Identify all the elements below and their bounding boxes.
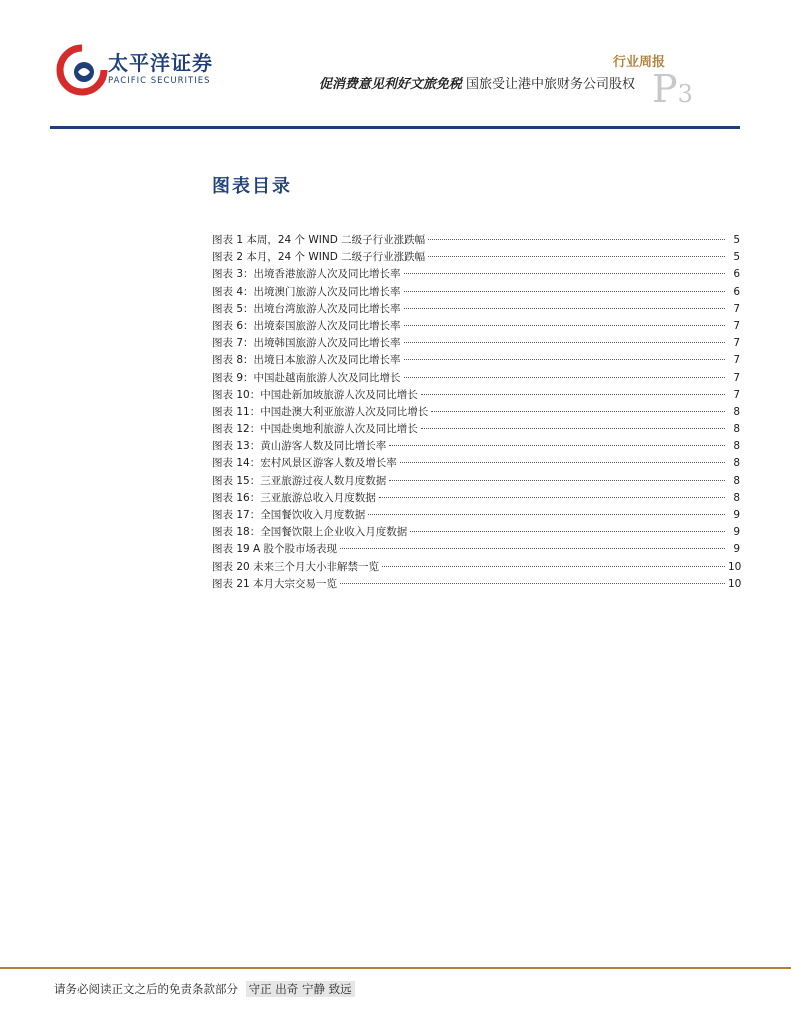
toc-entry[interactable]	[212, 284, 740, 301]
toc-dot-leader	[389, 445, 725, 446]
toc-dot-leader	[404, 377, 725, 378]
toc-entry-label[interactable]: 图表 2 本月，24 个 WIND 二级子行业涨跌幅	[212, 251, 426, 264]
headline-rest: 国旅受让港中旅财务公司股权	[465, 77, 635, 92]
toc-entry[interactable]	[212, 387, 740, 404]
toc-title: 图表目录	[212, 176, 292, 197]
toc-dot-leader	[421, 394, 725, 395]
toc-entry-label[interactable]: 图表 13：黄山游客人数及同比增长率	[212, 440, 387, 453]
page-digit: 3	[677, 80, 693, 108]
pacific-securities-logo-icon	[54, 42, 110, 98]
toc-dot-leader	[404, 273, 725, 274]
toc-entry[interactable]	[212, 576, 740, 593]
toc-entry[interactable]	[212, 473, 740, 490]
toc-entry[interactable]	[212, 541, 740, 558]
toc-entry[interactable]	[212, 266, 740, 283]
toc-entry-page[interactable]: 5	[733, 251, 740, 264]
toc-dot-leader	[340, 583, 725, 584]
footer-disclaimer: 请务必阅读正文之后的免责条款部分	[54, 982, 238, 996]
toc-entry-label[interactable]: 图表 14：宏村风景区游客人数及增长率	[212, 457, 397, 470]
toc-dot-leader	[389, 480, 725, 481]
toc-dot-leader	[404, 342, 725, 343]
toc-entry[interactable]	[212, 352, 740, 369]
toc-entry-page[interactable]: 8	[733, 440, 740, 453]
toc-entry-page[interactable]: 7	[733, 302, 740, 315]
toc-entry-label[interactable]: 图表 19 A 股个股市场表现	[212, 543, 338, 556]
headline-bold: 促消费意见利好文旅免税	[318, 77, 462, 92]
toc-entry-page[interactable]: 8	[733, 491, 740, 504]
toc-entry[interactable]	[212, 335, 740, 352]
toc-entry-page[interactable]: 9	[733, 526, 740, 539]
logo-english-name: PACIFIC SECURITIES	[108, 76, 211, 86]
toc-entry[interactable]	[212, 318, 740, 335]
toc-entry-page[interactable]: 8	[733, 423, 740, 436]
toc-entry-label[interactable]: 图表 16：三亚旅游总收入月度数据	[212, 491, 376, 504]
toc-dot-leader	[421, 428, 725, 429]
page-letter: P	[652, 67, 678, 111]
toc-dot-leader	[428, 239, 725, 240]
toc-entry-label[interactable]: 图表 21 本月大宗交易一览	[212, 577, 338, 590]
footer-divider	[0, 967, 791, 969]
toc-dot-leader	[340, 548, 725, 549]
toc-entry-label[interactable]: 图表 6：出境泰国旅游人次及同比增长率	[212, 319, 401, 332]
toc-entry-page[interactable]: 10	[728, 577, 742, 590]
toc-entry[interactable]	[212, 249, 740, 266]
toc-entry-label[interactable]: 图表 3：出境香港旅游人次及同比增长率	[212, 268, 401, 281]
toc-entry-page[interactable]: 7	[733, 337, 740, 350]
toc-entry[interactable]	[212, 507, 740, 524]
toc-dot-leader	[379, 497, 725, 498]
toc-entry-label[interactable]: 图表 11：中国赴澳大利亚旅游人次及同比增长	[212, 405, 429, 418]
toc-entry[interactable]	[212, 404, 740, 421]
toc-entry-page[interactable]: 7	[733, 388, 740, 401]
toc-dot-leader	[410, 531, 725, 532]
toc-entry-label[interactable]: 图表 15：三亚旅游过夜人数月度数据	[212, 474, 387, 487]
toc-entry-page[interactable]: 6	[733, 285, 740, 298]
toc-entry-page[interactable]: 8	[733, 474, 740, 487]
toc-entry-label[interactable]: 图表 17：全国餐饮收入月度数据	[212, 509, 366, 521]
toc-entry-page[interactable]: 6	[733, 268, 740, 281]
toc-entry-page[interactable]: 7	[733, 354, 740, 367]
toc-entry-label[interactable]: 图表 18：全国餐饮限上企业收入月度数据	[212, 526, 408, 539]
toc-dot-leader	[404, 291, 725, 292]
toc-entry[interactable]	[212, 301, 740, 318]
footer	[54, 981, 355, 997]
toc-dot-leader	[404, 308, 725, 309]
toc-dot-leader	[428, 256, 725, 257]
toc-entry-label[interactable]: 图表 1 本周，24 个 WIND 二级子行业涨跌幅	[212, 234, 426, 246]
logo-chinese-name: 太平洋证券	[108, 51, 213, 75]
toc-entry-page[interactable]: 8	[733, 405, 740, 418]
toc-entry[interactable]	[212, 232, 740, 249]
page-number	[652, 67, 693, 113]
toc-entry-label[interactable]: 图表 20 未来三个月大小非解禁一览	[212, 560, 380, 573]
toc-entry[interactable]	[212, 455, 740, 472]
toc-entry-label[interactable]: 图表 8：出境日本旅游人次及同比增长率	[212, 354, 401, 367]
toc-entry-label[interactable]: 图表 9：中国赴越南旅游人次及同比增长	[212, 371, 401, 384]
header-divider	[50, 126, 740, 129]
toc-entry-page[interactable]: 5	[733, 234, 740, 246]
table-of-figures	[212, 232, 740, 593]
toc-entry[interactable]	[212, 370, 740, 387]
toc-entry-page[interactable]: 9	[733, 543, 740, 556]
toc-entry-page[interactable]: 9	[733, 509, 740, 521]
toc-dot-leader	[368, 514, 725, 515]
toc-dot-leader	[404, 359, 725, 360]
toc-entry-page[interactable]: 7	[733, 371, 740, 384]
toc-entry-label[interactable]: 图表 10：中国赴新加坡旅游人次及同比增长	[212, 388, 418, 401]
company-logo	[54, 42, 224, 98]
toc-entry[interactable]	[212, 524, 740, 541]
toc-entry[interactable]	[212, 421, 740, 438]
toc-entry-label[interactable]: 图表 12：中国赴奥地利旅游人次及同比增长	[212, 423, 418, 436]
toc-dot-leader	[400, 462, 725, 463]
toc-entry-page[interactable]: 8	[733, 457, 740, 470]
toc-entry-label[interactable]: 图表 7：出境韩国旅游人次及同比增长率	[212, 337, 401, 350]
report-type: 行业周报	[612, 55, 665, 70]
footer-motto: 守正 出奇 宁静 致远	[246, 981, 355, 997]
toc-dot-leader	[431, 411, 725, 412]
toc-entry[interactable]	[212, 438, 740, 455]
toc-entry[interactable]	[212, 559, 740, 576]
toc-entry-label[interactable]: 图表 4：出境澳门旅游人次及同比增长率	[212, 285, 401, 298]
toc-entry-page[interactable]: 10	[728, 560, 742, 573]
toc-dot-leader	[404, 325, 725, 326]
toc-entry-page[interactable]: 7	[733, 319, 740, 332]
toc-entry[interactable]	[212, 490, 740, 507]
toc-entry-label[interactable]: 图表 5：出境台湾旅游人次及同比增长率	[212, 302, 401, 315]
report-headline	[319, 73, 635, 92]
toc-dot-leader	[382, 566, 725, 567]
